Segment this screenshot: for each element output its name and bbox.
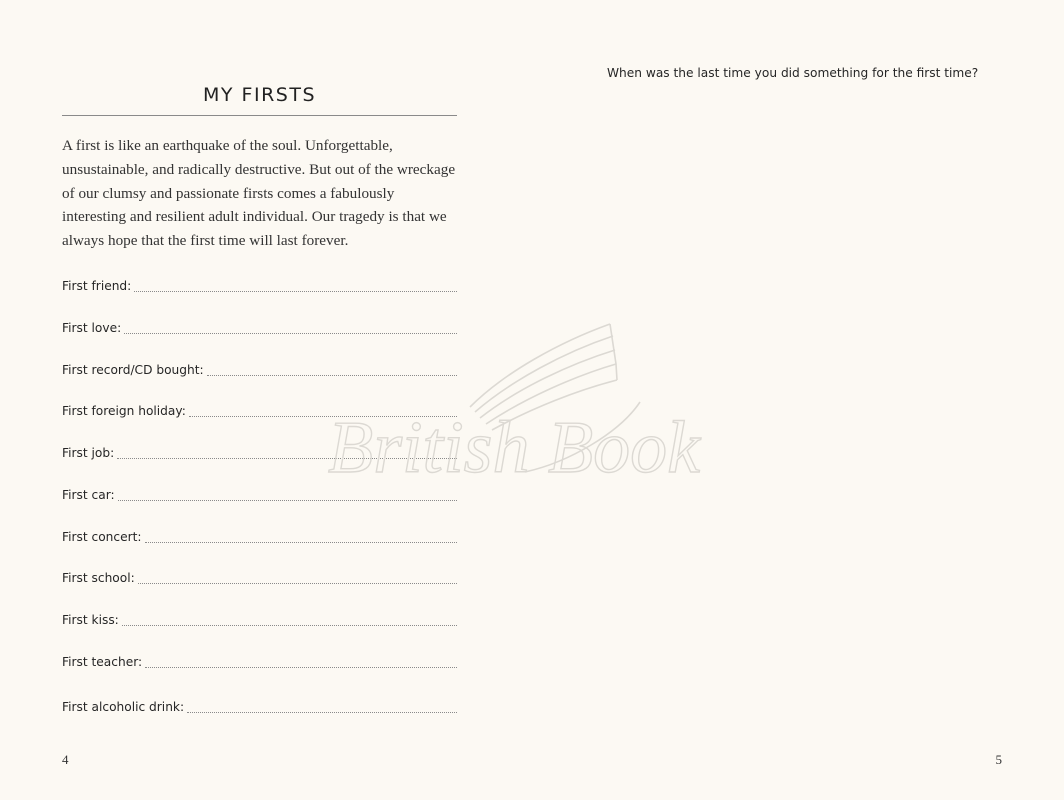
field-first-foreign-holiday[interactable] (62, 404, 457, 424)
page-title: MY FIRSTS (203, 84, 316, 106)
field-label: First alcoholic drink: (62, 700, 185, 714)
field-first-concert[interactable] (62, 530, 457, 550)
field-first-kiss[interactable] (62, 613, 457, 633)
page-number-left: 4 (62, 752, 69, 767)
field-label: First school: (62, 571, 135, 585)
field-label: First job: (62, 446, 115, 460)
dotted-answer-line[interactable] (122, 625, 457, 626)
field-first-alcoholic-drink[interactable] (62, 700, 457, 720)
field-first-friend[interactable] (62, 279, 457, 299)
watermark-text: British Book (328, 407, 701, 489)
page-number-right: 5 (995, 752, 1002, 767)
dotted-answer-line[interactable] (138, 583, 457, 584)
dotted-answer-line[interactable] (145, 542, 458, 543)
field-label: First love: (62, 321, 122, 335)
dotted-answer-line[interactable] (189, 416, 457, 417)
dotted-answer-line[interactable] (145, 667, 457, 668)
field-first-car[interactable] (62, 488, 457, 508)
field-label: First concert: (62, 530, 142, 544)
field-label: First car: (62, 488, 115, 502)
dotted-answer-line[interactable] (207, 375, 457, 376)
title-divider (62, 115, 457, 116)
dotted-answer-line[interactable] (187, 712, 457, 713)
field-first-record[interactable] (62, 363, 457, 383)
field-label: First kiss: (62, 613, 119, 627)
field-first-teacher[interactable] (62, 655, 457, 675)
prompt-question: When was the last time you did something for the first time? (607, 66, 979, 80)
field-first-love[interactable] (62, 321, 457, 341)
field-label: First teacher: (62, 655, 143, 669)
dotted-answer-line[interactable] (118, 500, 457, 501)
field-label: First record/CD bought: (62, 363, 204, 377)
field-first-job[interactable] (62, 446, 457, 466)
intro-paragraph: A first is like an earthquake of the soul. Unforgettable, unsustainable, and radically destructive. But out of the wreckage of our clumsy and passionate firsts comes a fabulously interesting and resilient adult individual. Our tragedy is that we always hope that the first time will last forever. (62, 137, 456, 250)
field-label: First friend: (62, 279, 132, 293)
dotted-answer-line[interactable] (134, 291, 457, 292)
dotted-answer-line[interactable] (124, 333, 457, 334)
right-page (532, 0, 1064, 800)
dotted-answer-line[interactable] (117, 458, 457, 459)
field-label: First foreign holiday: (62, 404, 186, 418)
field-first-school[interactable] (62, 571, 457, 591)
